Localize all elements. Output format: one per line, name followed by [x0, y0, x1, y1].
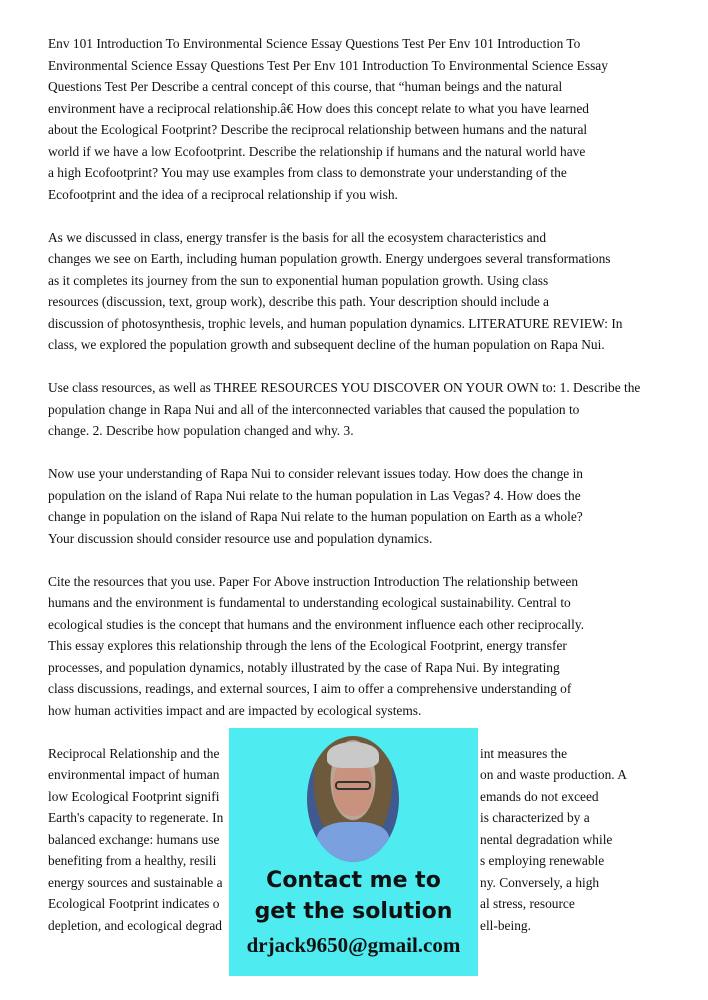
text-line: changes we see on Earth, including human population growth. Energy undergoes several transformations	[48, 251, 611, 266]
line-left-fragment: depletion, and ecological degrad	[48, 917, 223, 933]
text-line: Your discussion should consider resource use and population dynamics.	[48, 530, 433, 546]
contact-advert[interactable]	[229, 728, 478, 976]
line-left-fragment: environmental impact of human	[48, 767, 220, 782]
line-left-fragment: Ecological Footprint indicates o	[48, 896, 220, 911]
text-line: Environmental Science Essay Questions Test Per Env 101 Introduction To Environmental Science Essay	[48, 57, 608, 73]
paragraph	[48, 463, 708, 549]
line-right-fragment: al stress, resource	[480, 896, 575, 911]
text-line: discussion of photosynthesis, trophic levels, and human population dynamics. LITERATURE REVIEW: In	[48, 315, 623, 331]
line-left-fragment: balanced exchange: humans use	[48, 831, 220, 847]
text-line: environment have a reciprocal relationship.â€ How does this concept relate to what you have learned	[48, 100, 589, 116]
text-line: Questions Test Per Describe a central concept of this course, that “human beings and the natural	[48, 79, 563, 94]
text-line: Use class resources, as well as THREE RESOURCES YOU DISCOVER ON YOUR OWN to: 1. Describe the	[48, 380, 641, 395]
contact-line-2: get the solution	[254, 899, 453, 924]
text-line: Ecofootprint and the idea of a reciprocal relationship if you wish.	[48, 186, 398, 202]
paragraph	[48, 33, 708, 205]
text-line: about the Ecological Footprint? Describe the reciprocal relationship between humans and the natural	[48, 122, 588, 137]
line-right-fragment: s employing renewable	[480, 853, 605, 868]
text-line: processes, and population dynamics, notably illustrated by the case of Rapa Nui. By integrating	[48, 659, 560, 675]
text-line: As we discussed in class, energy transfer is the basis for all the ecosystem characteristics and	[48, 229, 547, 245]
text-line: ecological studies is the concept that humans and the environment influence each other reciprocally.	[48, 616, 585, 632]
text-line: population change in Rapa Nui and all of the interconnected variables that caused the population to	[48, 401, 580, 417]
contact-email[interactable]: drjack9650@gmail.com	[246, 933, 461, 957]
paragraph	[48, 377, 708, 442]
author-portrait	[307, 736, 399, 862]
line-right-fragment: nental degradation while	[480, 831, 613, 847]
contact-line-1: Contact me to	[266, 868, 441, 893]
text-line: a high Ecofootprint? You may use examples from class to demonstrate your understanding of the	[48, 165, 567, 180]
text-line: as it completes its journey from the sun to exponential human population growth. Using class	[48, 272, 549, 288]
paragraph	[48, 571, 708, 722]
text-line: class, we explored the population growth and subsequent decline of the human population on Rapa Nui.	[48, 337, 605, 352]
line-left-fragment: Earth's capacity to regenerate. In	[48, 810, 224, 825]
line-right-fragment: ell-being.	[480, 917, 531, 933]
line-left-fragment: benefiting from a healthy, resili	[48, 853, 217, 868]
text-line: class discussions, readings, and external sources, I aim to offer a comprehensive understanding of	[48, 681, 572, 696]
text-line: Cite the resources that you use. Paper For Above instruction Introduction The relationship between	[48, 573, 579, 589]
line-left-fragment: low Ecological Footprint signifi	[48, 788, 220, 804]
line-right-fragment: ny. Conversely, a high	[480, 874, 600, 890]
line-right-fragment: emands do not exceed	[480, 788, 599, 804]
line-left-fragment: energy sources and sustainable a	[48, 874, 223, 890]
text-line: resources (discussion, text, group work), describe this path. Your description should include a	[48, 294, 549, 309]
text-line: Now use your understanding of Rapa Nui to consider relevant issues today. How does the change in	[48, 466, 584, 481]
paragraph	[48, 227, 708, 356]
line-right-fragment: int measures the	[480, 745, 568, 761]
text-line: population on the island of Rapa Nui relate to the human population in Las Vegas? 4. How does the	[48, 487, 581, 503]
text-line: humans and the environment is fundamental to understanding ecological sustainability. Central to	[48, 595, 571, 610]
line-left-fragment: Reciprocal Relationship and the	[48, 745, 220, 761]
text-line: world if we have a low Ecofootprint. Describe the relationship if humans and the natural world have	[48, 143, 586, 159]
text-line: Env 101 Introduction To Environmental Science Essay Questions Test Per Env 101 Introduction To	[48, 36, 581, 51]
line-right-fragment: on and waste production. A	[480, 767, 627, 782]
text-line: This essay explores this relationship through the lens of the Ecological Footprint, energy transfer	[48, 638, 567, 653]
text-line: how human activities impact and are impacted by ecological systems.	[48, 702, 422, 718]
text-line: change in population on the island of Rapa Nui relate to the human population on Earth as a whole?	[48, 509, 583, 524]
line-right-fragment: is characterized by a	[480, 810, 590, 825]
text-line: change. 2. Describe how population changed and why. 3.	[48, 423, 354, 438]
